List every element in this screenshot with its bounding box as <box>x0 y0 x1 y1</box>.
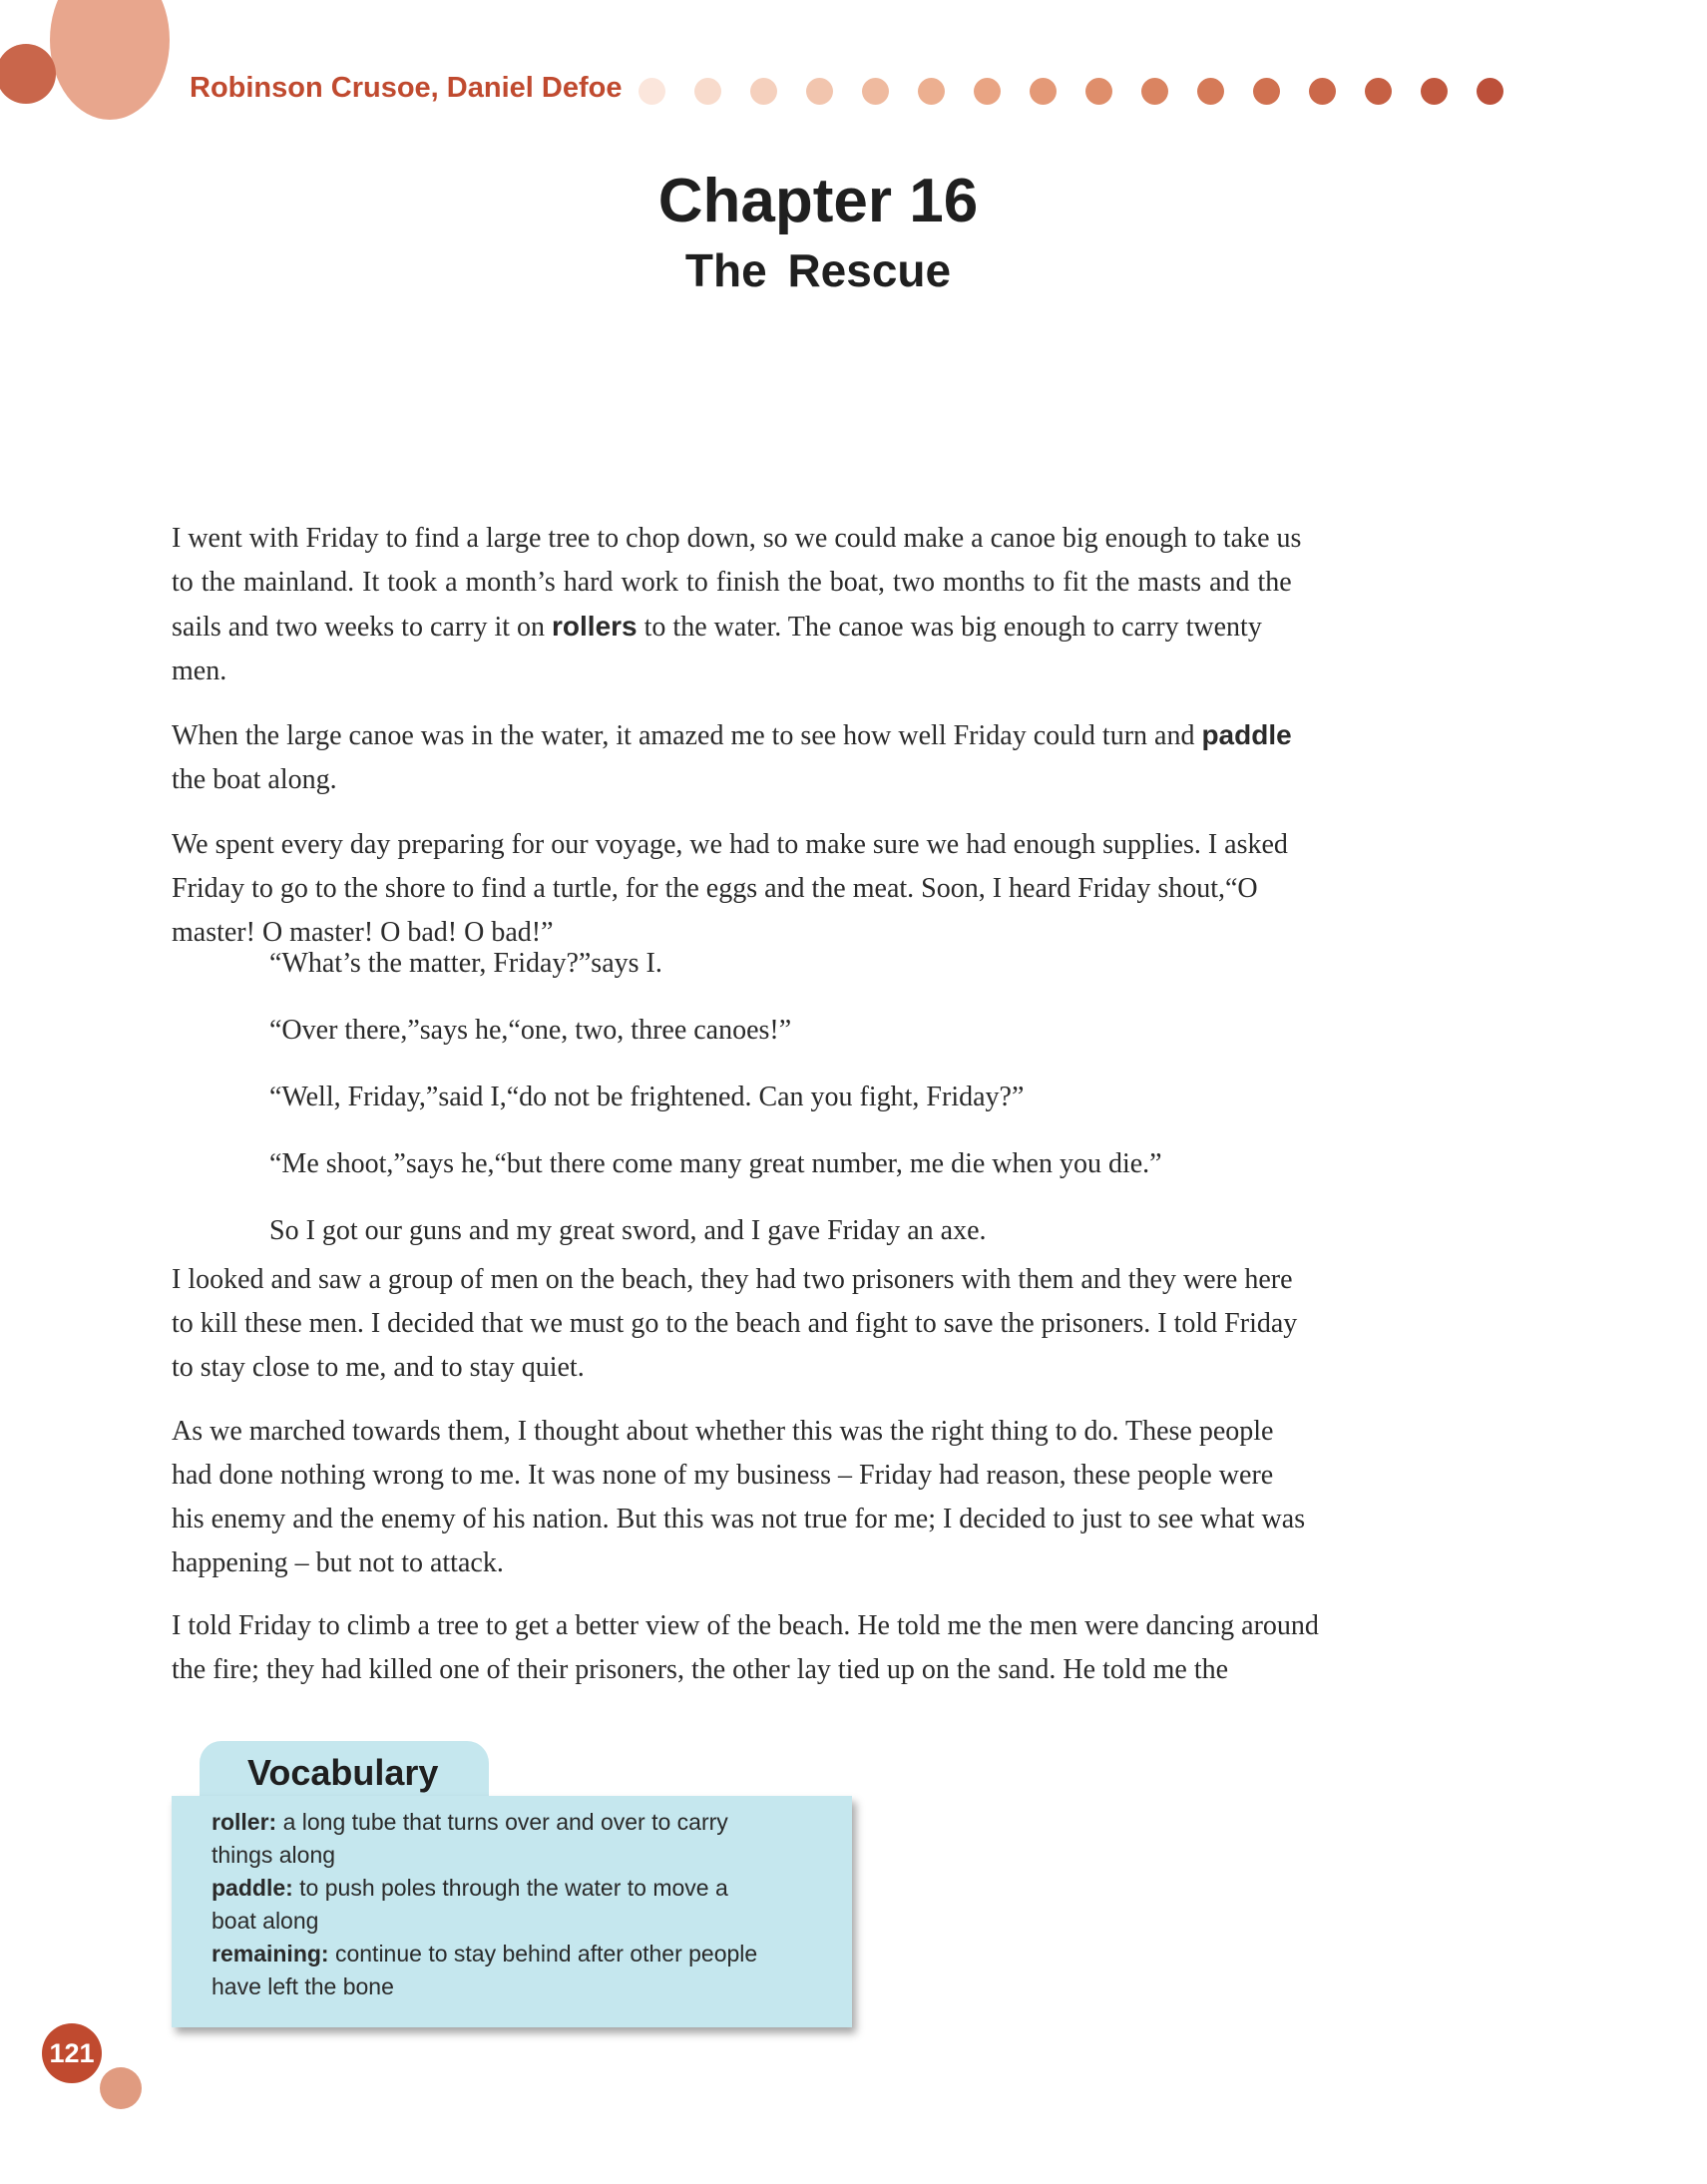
text-line: his enemy and the enemy of his nation. But this was not true for me; I decided to just to see what was <box>172 1504 1306 1534</box>
text-line: happening – but not to attack. <box>172 1547 504 1578</box>
vocabulary-entry: remaining: continue to stay behind after other people <box>212 1941 758 1966</box>
paragraph-4 <box>172 1258 1508 1390</box>
header-dot <box>1197 78 1224 105</box>
vocabulary-entry-cont: boat along <box>212 1908 319 1934</box>
paragraph-2 <box>172 713 1508 802</box>
chapter-title: The Rescue <box>684 244 952 296</box>
page-number: 121 <box>42 2023 102 2083</box>
dialogue-line: “What’s the matter, Friday?”says I. <box>269 948 662 979</box>
header-dot <box>1477 78 1503 105</box>
header-dot <box>1253 78 1280 105</box>
paragraph-6 <box>172 1604 1508 1692</box>
header-dot <box>974 78 1001 105</box>
vocabulary-entry: roller: a long tube that turns over and over to carry <box>212 1809 728 1835</box>
text-line: the fire; they had killed one of their prisoners, the other lay tied up on the sand. He told me the <box>172 1654 1229 1685</box>
text-line: to kill these men. I decided that we must go to the beach and fight to save the prisoners. I told Friday <box>172 1308 1298 1339</box>
corner-decoration-large <box>50 0 170 120</box>
vocab-term-paddle: paddle <box>1201 719 1292 750</box>
header-dot <box>1141 78 1168 105</box>
header-dot <box>1309 78 1336 105</box>
vocabulary-heading: Vocabulary <box>247 1752 439 1793</box>
header-dot <box>1365 78 1392 105</box>
header-dot <box>806 78 833 105</box>
text-line: I told Friday to climb a tree to get a better view of the beach. He told me the men were dancing around <box>172 1610 1319 1641</box>
header-dot <box>862 78 889 105</box>
vocab-term-rollers: rollers <box>552 611 638 642</box>
header-dot <box>694 78 721 105</box>
text-line: Friday to go to the shore to find a turtle, for the eggs and the meat. Soon, I heard Friday shout,“O <box>172 873 1258 904</box>
page-number-decoration <box>100 2067 142 2109</box>
vocabulary-entry-cont: things along <box>212 1842 336 1868</box>
header-dot <box>639 78 665 105</box>
dialogue-line: So I got our guns and my great sword, and I gave Friday an axe. <box>269 1215 987 1246</box>
header-dot-row <box>639 78 1566 106</box>
text-line: When the large canoe was in the water, it amazed me to see how well Friday could turn and paddle <box>172 719 1292 751</box>
chapter-number: Chapter 16 <box>657 167 979 235</box>
paragraph-1 <box>172 517 1508 693</box>
text-line: to stay close to me, and to stay quiet. <box>172 1352 585 1383</box>
header-dot <box>1030 78 1057 105</box>
text-line: I looked and saw a group of men on the beach, they had two prisoners with them and they were here <box>172 1264 1293 1295</box>
paragraph-3 <box>172 823 1508 955</box>
text-line: master! O master! O bad! O bad!” <box>172 917 554 948</box>
header-dot <box>918 78 945 105</box>
running-header-title: Robinson Crusoe, Daniel Defoe <box>190 72 623 104</box>
vocabulary-entry: paddle: to push poles through the water to move a <box>212 1875 728 1901</box>
dialogue-line: “Over there,”says he,“one, two, three canoes!” <box>269 1015 792 1046</box>
text-line: the boat along. <box>172 764 337 795</box>
corner-decoration-small <box>0 44 56 104</box>
dialogue-line: “Well, Friday,”said I,“do not be frightened. Can you fight, Friday?” <box>269 1082 1025 1112</box>
vocabulary-entry-cont: have left the bone <box>212 1973 394 1999</box>
header-dot <box>750 78 777 105</box>
header-dot <box>1421 78 1448 105</box>
text-line: to the mainland. It took a month’s hard work to finish the boat, two months to fit the masts and the <box>172 567 1292 598</box>
paragraph-5 <box>172 1410 1508 1585</box>
header-dot <box>1085 78 1112 105</box>
text-line: I went with Friday to find a large tree to chop down, so we could make a canoe big enough to take us <box>172 523 1302 554</box>
text-line: sails and two weeks to carry it on rollers to the water. The canoe was big enough to carry twenty <box>172 611 1262 643</box>
vocabulary-list <box>212 1806 830 2003</box>
dialogue-line: “Me shoot,”says he,“but there come many great number, me die when you die.” <box>269 1148 1162 1179</box>
text-line: We spent every day preparing for our voyage, we had to make sure we had enough supplies. I asked <box>172 829 1288 860</box>
text-line: men. <box>172 655 227 686</box>
text-line: As we marched towards them, I thought about whether this was the right thing to do. These people <box>172 1416 1274 1447</box>
text-line: had done nothing wrong to me. It was none of my business – Friday had reason, these people were <box>172 1460 1274 1491</box>
